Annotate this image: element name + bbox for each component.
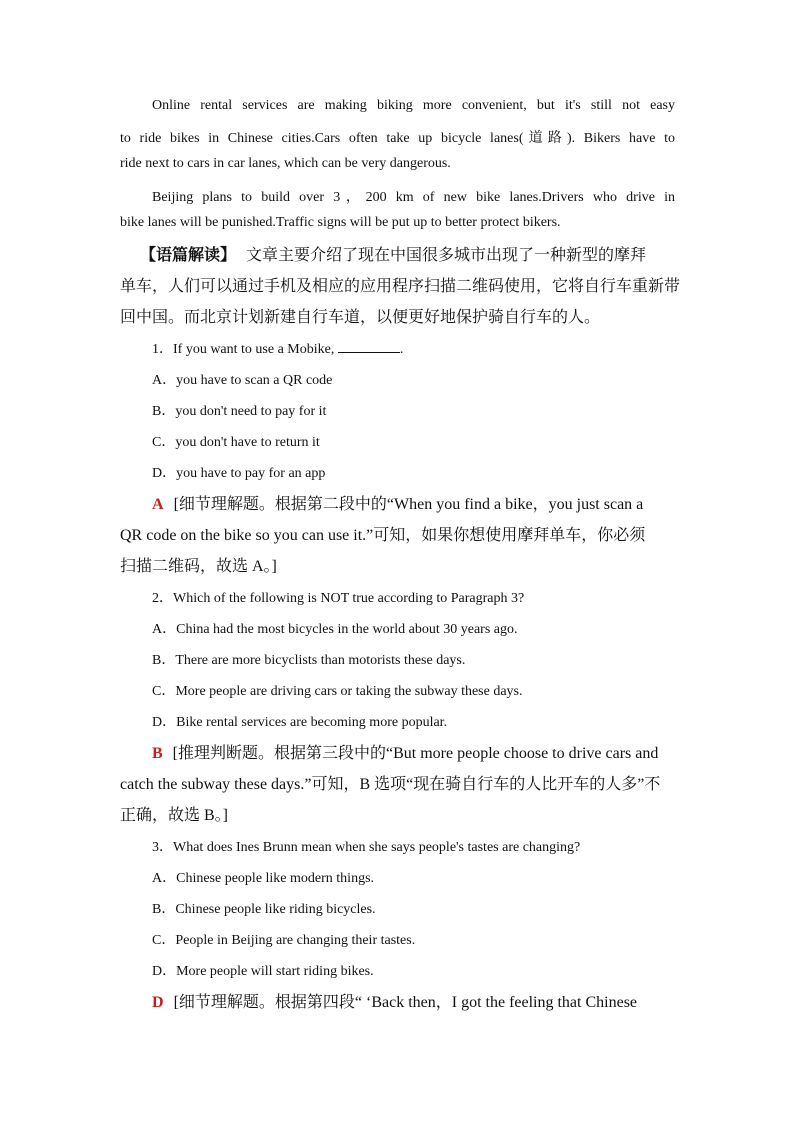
option: A．you have to scan a QR code: [152, 373, 333, 388]
option: A．Chinese people like modern things.: [152, 871, 375, 886]
explanation-line: QR code on the bike so you can use it.”可知，如果你想使用摩拜单车，你必须: [120, 527, 646, 544]
option: C．More people are driving cars or taking the subway these days.: [152, 684, 523, 699]
analysis-line: 回中国。而北京计划新建自行车道，以便更好地保护骑自行车的人。: [120, 309, 601, 326]
question-stem-text: 1．If you want to use a Mobike,: [152, 342, 335, 357]
analysis-line: 单车，人们可以通过手机及相应的应用程序扫描二维码使用，它将自行车重新带: [120, 278, 681, 295]
answer-letter: B: [152, 745, 163, 762]
analysis-text: 文章主要介绍了现在中国很多城市出现了一种新型的摩拜: [246, 247, 647, 264]
question-2-stem: 2．Which of the following is NOT true according to Paragraph 3?: [152, 591, 525, 606]
explanation-line: 正确，故选 B。]: [120, 807, 229, 824]
option: C．you don't have to return it: [152, 435, 320, 450]
explanation-first-line: [152, 740, 675, 763]
option: D．Bike rental services are becoming more popular.: [152, 715, 448, 730]
option: B．Chinese people like riding bicycles.: [152, 902, 376, 917]
question-1-stem: [152, 338, 403, 358]
explanation-text: [细节理解题。根据第四段“ ‘Back then，I got the feeling that Chinese: [173, 994, 638, 1011]
question-3-stem: 3．What does Ines Brunn mean when she says people's tastes are changing?: [152, 840, 581, 855]
option: D．you have to pay for an app: [152, 466, 326, 481]
passage-line: ride next to cars in car lanes, which can be very dangerous.: [120, 156, 451, 171]
explanation-first-line: [152, 491, 675, 514]
option: B．you don't need to pay for it: [152, 404, 327, 419]
passage-line: Online rental services are making biking more convenient, but it's still not easy: [152, 98, 675, 113]
passage-line: bike lanes will be punished.Traffic signs will be put up to better protect bikers.: [120, 215, 561, 230]
explanation-line: 扫描二维码，故选 A。]: [120, 558, 277, 575]
option: C．People in Beijing are changing their tastes.: [152, 933, 416, 948]
option: D．More people will start riding bikes.: [152, 964, 374, 979]
explanation-text: [推理判断题。根据第三段中的“But more people choose to drive cars and: [172, 745, 659, 762]
option: B．There are more bicyclists than motorists these days.: [152, 653, 466, 668]
explanation-line: catch the subway these days.”可知，B 选项“现在骑自行车的人比开车的人多”不: [120, 776, 661, 793]
explanation-text: [细节理解题。根据第二段中的“When you find a bike，you just scan a: [173, 496, 644, 513]
question-stem-end: .: [399, 342, 404, 357]
answer-letter: A: [152, 496, 164, 513]
explanation-first-line: [152, 989, 675, 1012]
passage-line: Beijing plans to build over 3，200 km of new bike lanes.Drivers who drive in: [152, 190, 675, 205]
passage-line: to ride bikes in Chinese cities.Cars often take up bicycle lanes(道路). Bikers have to: [120, 131, 675, 146]
option: A．China had the most bicycles in the world about 30 years ago.: [152, 622, 518, 637]
answer-letter: D: [152, 994, 164, 1011]
analysis-label: 【语篇解读】: [140, 247, 237, 264]
answer-blank: [338, 340, 400, 353]
analysis-first-line: [140, 242, 675, 265]
